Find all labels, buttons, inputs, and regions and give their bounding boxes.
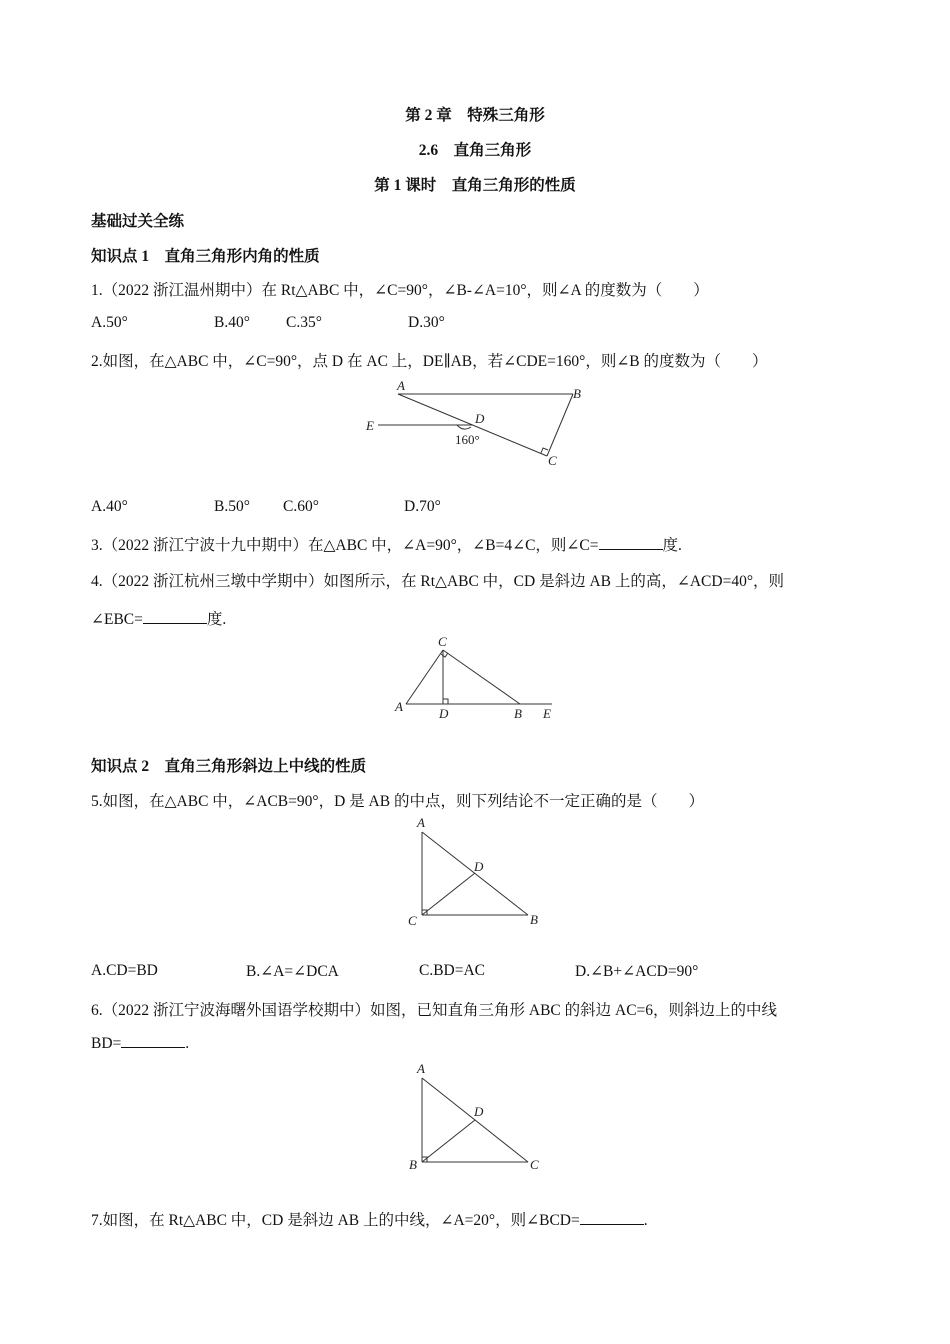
angle-label: 160° — [455, 432, 480, 447]
q5-option-b[interactable]: B.∠A=∠DCA — [246, 963, 339, 980]
q2-option-d[interactable]: D.70° — [404, 498, 441, 515]
q6-text: BD= — [91, 1035, 122, 1052]
question-2-figure — [355, 372, 605, 472]
q3-text: 3.（2022 浙江宁波十九中期中）在△ABC 中，∠A=90°，∠B=4∠C，则∠C= — [91, 537, 599, 554]
label-b: B — [514, 706, 522, 721]
q3-text-end: 度. — [662, 537, 682, 554]
segment-cd — [422, 873, 475, 915]
question-7 — [91, 1208, 648, 1230]
segment-bc — [547, 394, 573, 456]
label-d: D — [474, 859, 484, 874]
q3-answer-blank[interactable] — [599, 549, 663, 550]
question-5-text: 5.如图，在△ABC 中，∠ACB=90°，D 是 AB 的中点，则下列结论不一定正确的是（ ） — [91, 793, 704, 810]
exercise-section-heading: 基础过关全练 — [91, 213, 185, 230]
question-4-line2 — [91, 607, 226, 629]
right-angle-mark-d — [443, 699, 448, 704]
knowledge-point-1-heading: 知识点 1 直角三角形内角的性质 — [91, 248, 320, 265]
label-a: A — [417, 1061, 425, 1076]
q2-option-b[interactable]: B.50° — [214, 498, 250, 515]
q1-option-a[interactable]: A.50° — [91, 314, 128, 331]
q4-text: ∠EBC= — [91, 611, 143, 628]
label-d: D — [475, 411, 485, 426]
label-b: B — [573, 386, 581, 401]
q6-text-end: . — [185, 1035, 190, 1052]
question-1-text: 1.（2022 浙江温州期中）在 Rt△ABC 中，∠C=90°，∠B-∠A=10°，则∠A 的度数为（ ） — [91, 282, 709, 299]
label-c: C — [548, 453, 557, 468]
label-d: D — [439, 706, 449, 721]
q5-option-d[interactable]: D.∠B+∠ACD=90° — [575, 963, 699, 980]
q7-answer-blank[interactable] — [580, 1224, 644, 1225]
q5-option-a[interactable]: A.CD=BD — [91, 962, 158, 979]
q7-text-end: . — [643, 1212, 648, 1229]
label-d: D — [474, 1104, 484, 1119]
knowledge-point-2-heading: 知识点 2 直角三角形斜边上中线的性质 — [91, 758, 367, 775]
q1-option-c[interactable]: C.35° — [286, 314, 322, 331]
label-e: E — [366, 418, 374, 433]
q5-option-c[interactable]: C.BD=AC — [419, 962, 486, 979]
question-4-figure — [390, 632, 570, 727]
label-a: A — [417, 815, 425, 830]
question-4-text: 4.（2022 浙江杭州三墩中学期中）如图所示，在 Rt△ABC 中，CD 是斜边 AB 上的高，∠ACD=40°，则 — [91, 573, 785, 590]
q6-answer-blank[interactable] — [121, 1047, 185, 1048]
q1-option-b[interactable]: B.40° — [214, 314, 250, 331]
q2-option-a[interactable]: A.40° — [91, 498, 128, 515]
lesson-title: 第 1 课时 直角三角形的性质 — [374, 177, 576, 194]
segment-cb — [443, 650, 520, 704]
right-angle-mark — [541, 448, 548, 453]
chapter-title: 第 2 章 特殊三角形 — [405, 107, 545, 124]
label-c: C — [438, 634, 447, 649]
question-2-text: 2.如图，在△ABC 中，∠C=90°，点 D 在 AC 上，DE∥AB，若∠CDE=160°，则∠B 的度数为（ ） — [91, 353, 768, 370]
label-c: C — [408, 913, 417, 928]
angle-arc — [457, 425, 471, 429]
label-c: C — [530, 1157, 539, 1172]
question-5-figure — [400, 814, 550, 929]
label-a: A — [397, 378, 405, 393]
right-angle-mark-c — [441, 653, 448, 657]
q1-option-d[interactable]: D.30° — [408, 314, 445, 331]
q4-text-end: 度. — [206, 611, 227, 628]
label-a: A — [395, 699, 403, 714]
label-b: B — [409, 1157, 417, 1172]
label-e: E — [543, 706, 551, 721]
q7-text: 7.如图，在 Rt△ABC 中，CD 是斜边 AB 上的中线，∠A=20°，则∠BCD= — [91, 1212, 580, 1229]
question-6-text: 6.（2022 浙江宁波海曙外国语学校期中）如图，已知直角三角形 ABC 的斜边 AC=6，则斜边上的中线 — [91, 1002, 778, 1019]
segment-bd — [422, 1120, 475, 1162]
q2-option-c[interactable]: C.60° — [283, 498, 319, 515]
question-6-line2 — [91, 1035, 189, 1053]
q4-answer-blank[interactable] — [143, 623, 207, 624]
section-title: 2.6 直角三角形 — [418, 142, 532, 159]
label-b: B — [530, 912, 538, 927]
question-3 — [91, 533, 682, 555]
segment-ac — [406, 650, 443, 704]
question-6-figure — [400, 1058, 550, 1176]
